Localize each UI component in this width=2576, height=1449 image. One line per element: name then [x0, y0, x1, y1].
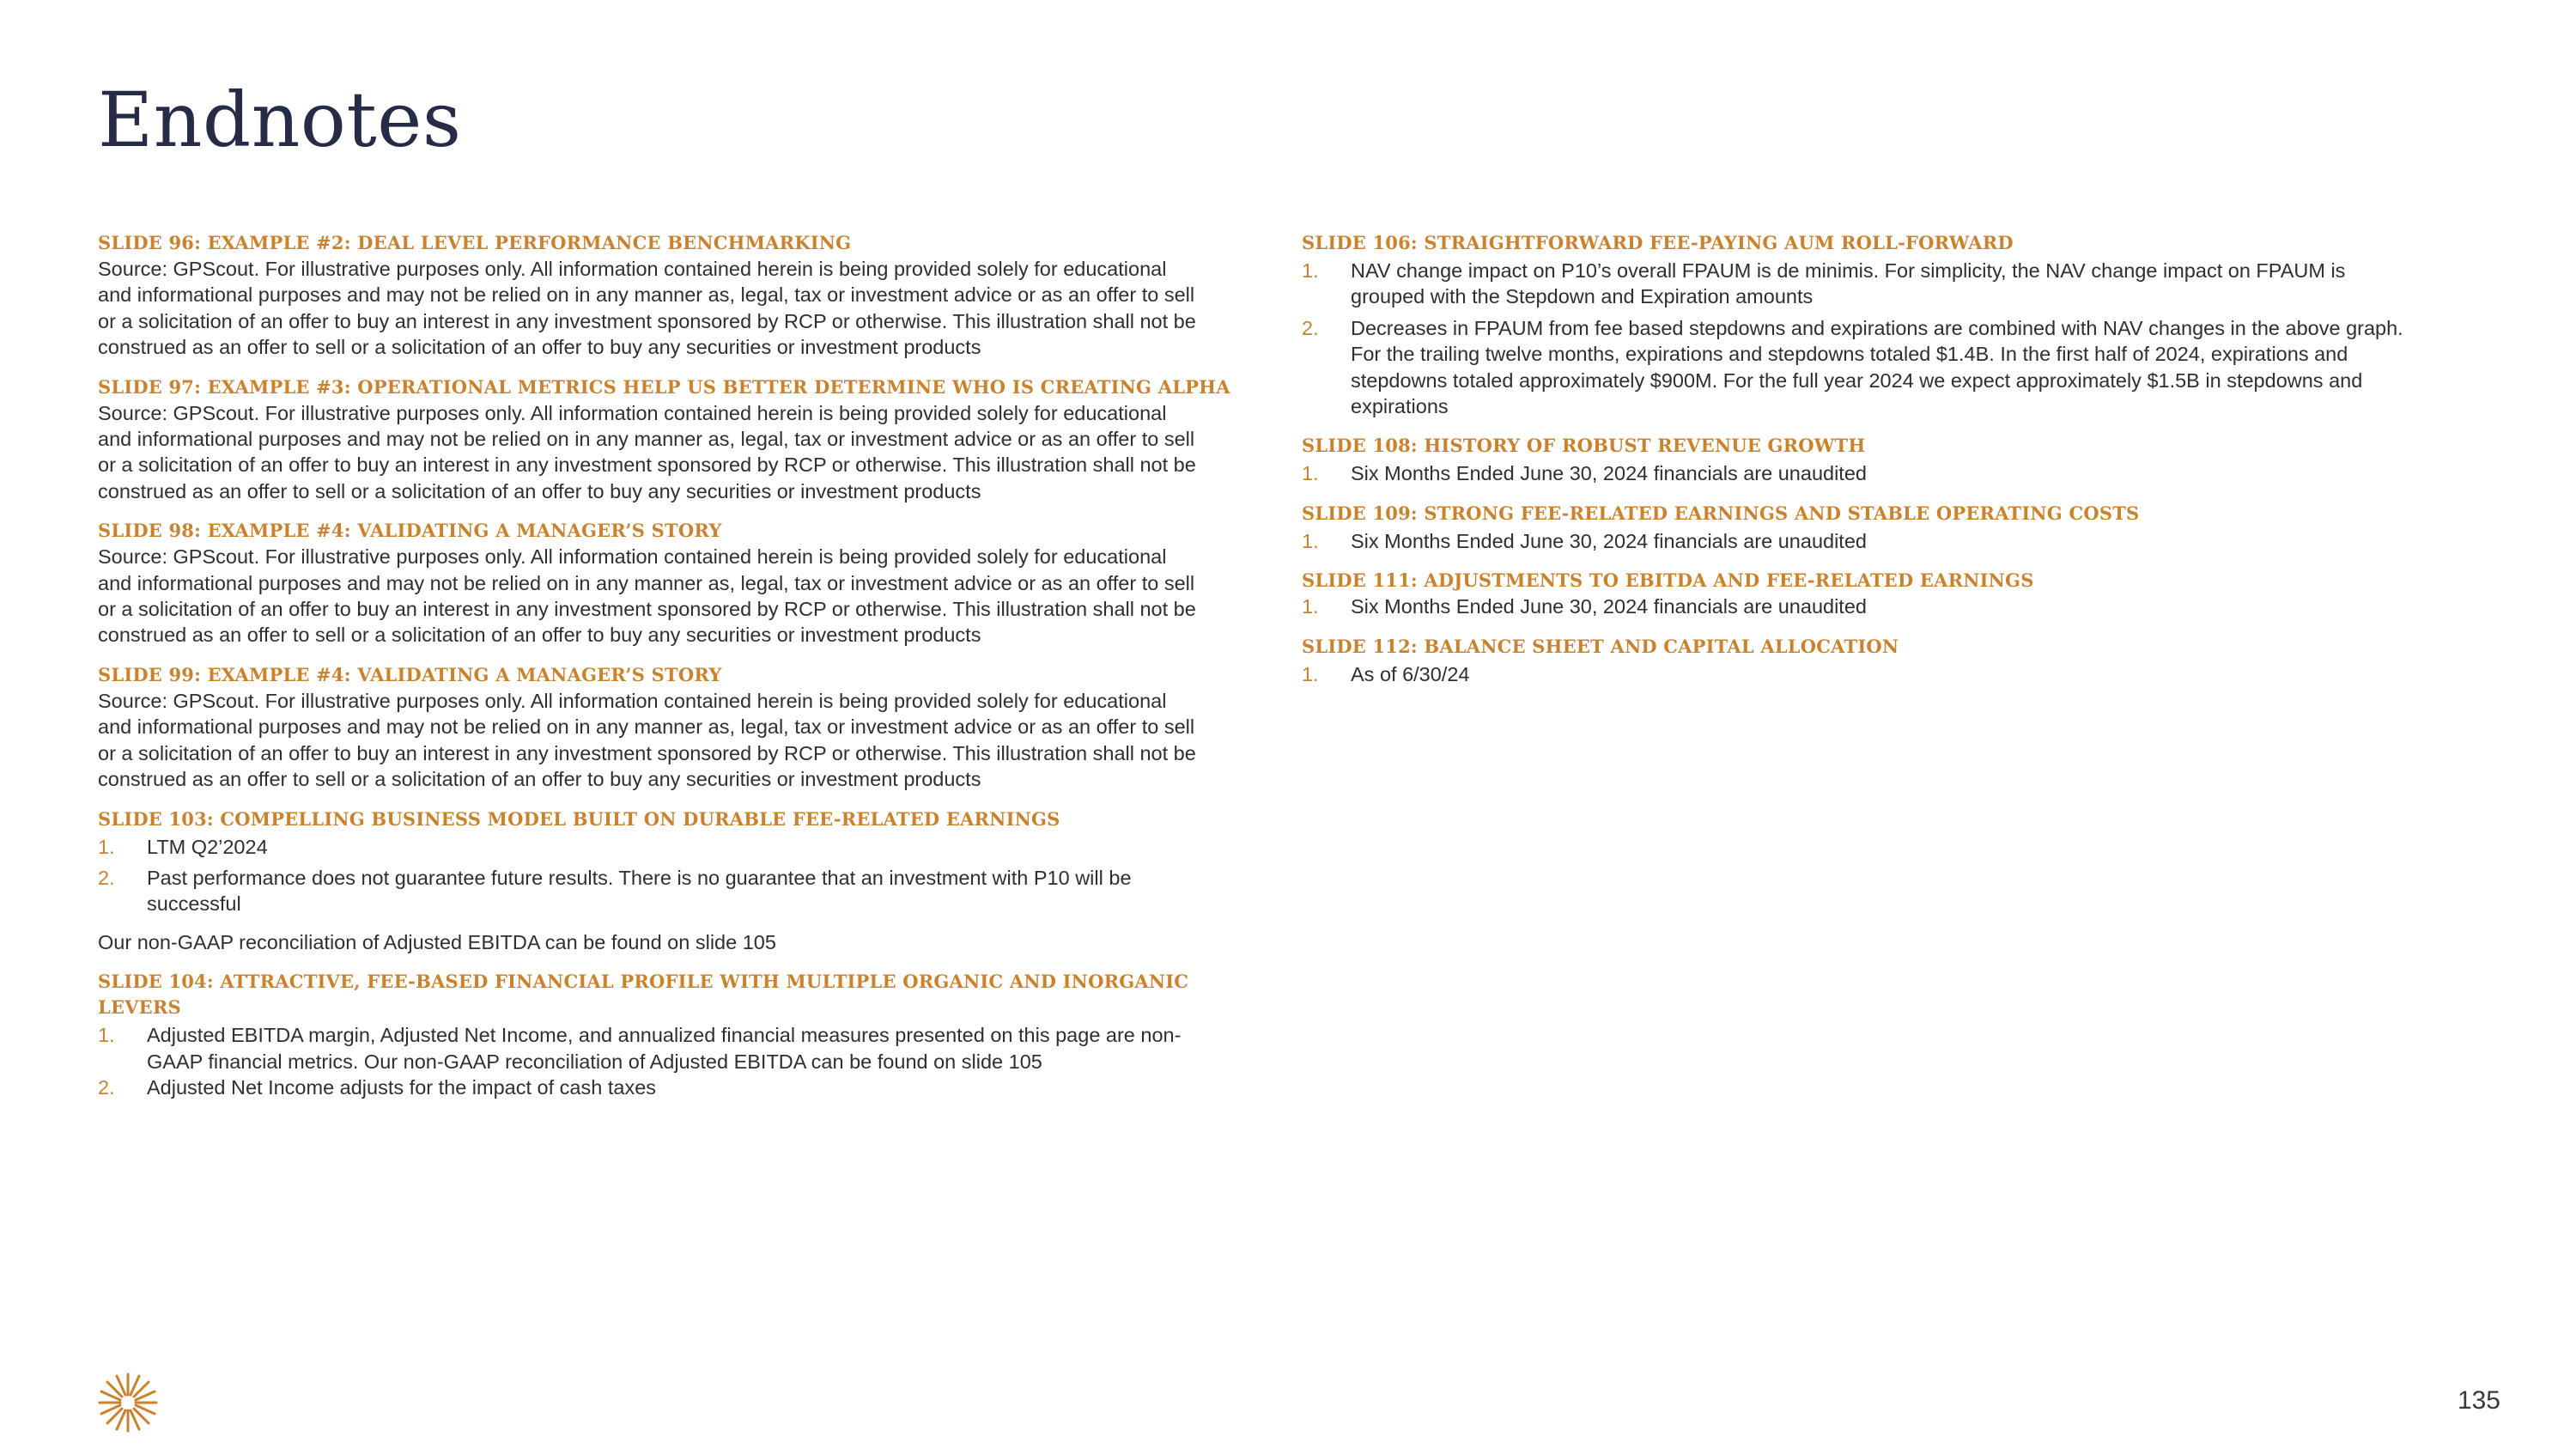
endnote-list	[1302, 460, 2452, 486]
endnote-slide-99	[98, 662, 1249, 793]
list-number: 1.	[1302, 259, 1319, 282]
endnote-heading: SLIDE 96: EXAMPLE #2: DEAL LEVEL PERFORMANCE BENCHMARKING	[98, 232, 852, 253]
list-number: 1.	[1302, 462, 1319, 485]
list-number: 1.	[98, 835, 115, 858]
text-line: Decreases in FPAUM from fee based stepdowns and expirations are combined with NAV changes in the above graph.	[1351, 316, 2403, 339]
endnote-heading: SLIDE 109: STRONG FEE-RELATED EARNINGS AND STABLE OPERATING COSTS	[1302, 502, 2140, 524]
endnote-note: Our non-GAAP reconciliation of Adjusted EBITDA can be found on slide 105	[98, 930, 776, 953]
text-line: Six Months Ended June 30, 2024 financials are unaudited	[1351, 462, 1867, 485]
endnote-heading: SLIDE 111: ADJUSTMENTS TO EBITDA AND FEE-RELATED EARNINGS	[1302, 569, 2034, 592]
list-number: 1.	[1302, 595, 1319, 618]
endnote-slide-108	[1302, 433, 2452, 486]
endnote-heading: SLIDE 104: ATTRACTIVE, FEE-BASED FINANCIAL PROFILE WITH MULTIPLE ORGANIC AND INORGANIC LEVERS	[98, 971, 1189, 1019]
endnote-slide-112	[1302, 634, 2452, 687]
list-number: 1.	[1302, 662, 1319, 685]
text-line: LTM Q2’2024	[147, 835, 268, 858]
text-line: stepdowns totaled approximately $900M. For the full year 2024 we expect approximately $1.5B in stepdowns and	[1351, 368, 2363, 392]
endnote-text	[98, 688, 1249, 793]
list-number: 2.	[98, 1075, 115, 1099]
text-line: grouped with the Stepdown and Expiration amounts	[1351, 285, 1814, 308]
text-line: Past performance does not guarantee future results. There is no guarantee that an investment with P10 will be	[147, 866, 1132, 889]
endnote-slide-111	[1302, 568, 2452, 619]
text-line: For the trailing twelve months, expirations and stepdowns totaled $1.4B. In the first half of 2024, expirations and	[1351, 343, 2348, 366]
endnote-slide-98	[98, 518, 1249, 648]
text-line: Adjusted EBITDA margin, Adjusted Net Income, and annualized financial measures presented on this page are non-	[147, 1024, 1182, 1047]
endnote-slide-96	[98, 230, 1249, 361]
text-line: Six Months Ended June 30, 2024 financials are unaudited	[1351, 595, 1867, 618]
text-line: Adjusted Net Income adjusts for the impact of cash taxes	[147, 1075, 657, 1099]
text-line: or a solicitation of an offer to buy an interest in any investment sponsored by RCP or otherwise. This illustration shall not be	[98, 741, 1196, 764]
endnote-list	[98, 1022, 1249, 1100]
endnote-heading: SLIDE 108: HISTORY OF ROBUST REVENUE GROWTH	[1302, 435, 1866, 457]
text-line: As of 6/30/24	[1351, 662, 1470, 685]
text-line: and informational purposes and may not be relied on in any manner as, legal, tax or investment advice or as an offer to sell	[98, 571, 1195, 594]
endnote-list	[1302, 258, 2452, 419]
text-line: or a solicitation of an offer to buy an interest in any investment sponsored by RCP or otherwise. This illustration shall not be	[98, 454, 1196, 477]
endnote-slide-104	[98, 969, 1249, 1100]
endnotes-left-column	[98, 230, 1249, 1114]
endnote-text	[98, 544, 1249, 648]
endnote-heading: SLIDE 99: EXAMPLE #4: VALIDATING A MANAGER’S STORY	[98, 663, 722, 685]
list-number: 2.	[1302, 316, 1319, 339]
endnote-heading: SLIDE 106: STRAIGHTFORWARD FEE-PAYING AUM ROLL-FORWARD	[1302, 232, 2014, 253]
text-line: and informational purposes and may not be relied on in any manner as, legal, tax or investment advice or as an offer to sell	[98, 428, 1195, 451]
endnote-heading: SLIDE 98: EXAMPLE #4: VALIDATING A MANAGER’S STORY	[98, 520, 722, 542]
endnote-slide-106	[1302, 230, 2452, 419]
starburst-logo-icon	[96, 1371, 160, 1434]
text-line: Source: GPScout. For illustrative purposes only. All information contained herein is being provided solely for educational	[98, 689, 1167, 712]
text-line: expirations	[1351, 395, 1449, 418]
endnote-list	[1302, 594, 2452, 619]
endnote-list	[1302, 528, 2452, 554]
endnote-slide-109	[1302, 501, 2452, 554]
endnote-list	[1302, 661, 2452, 687]
list-number: 1.	[98, 1024, 115, 1047]
text-line: successful	[147, 892, 241, 916]
endnote-text	[98, 256, 1249, 361]
text-line: construed as an offer to sell or a solicitation of an offer to buy any securities or investment products	[98, 624, 981, 647]
page-number: 135	[2457, 1386, 2500, 1415]
list-number: 1.	[1302, 529, 1319, 552]
list-item	[98, 834, 1249, 860]
list-item	[1302, 315, 2452, 420]
list-item	[1302, 528, 2452, 554]
text-line: or a solicitation of an offer to buy an interest in any investment sponsored by RCP or otherwise. This illustration shall not be	[98, 309, 1196, 332]
text-line: and informational purposes and may not be relied on in any manner as, legal, tax or investment advice or as an offer to sell	[98, 283, 1195, 307]
endnote-heading: SLIDE 97: EXAMPLE #3: OPERATIONAL METRICS HELP US BETTER DETERMINE WHO IS CREATING ALPHA	[98, 375, 1230, 398]
endnote-text	[98, 400, 1249, 505]
text-line: and informational purposes and may not be relied on in any manner as, legal, tax or investment advice or as an offer to sell	[98, 715, 1195, 739]
text-line: construed as an offer to sell or a solicitation of an offer to buy any securities or investment products	[98, 336, 981, 359]
page-title: Endnotes	[98, 76, 462, 164]
endnotes-right-column	[1302, 230, 2452, 701]
list-item	[1302, 594, 2452, 619]
text-line: Source: GPScout. For illustrative purposes only. All information contained herein is being provided solely for educational	[98, 545, 1167, 569]
endnote-heading: SLIDE 112: BALANCE SHEET AND CAPITAL ALLOCATION	[1302, 635, 1899, 657]
text-line: Source: GPScout. For illustrative purposes only. All information contained herein is being provided solely for educational	[98, 401, 1167, 424]
list-item	[1302, 661, 2452, 687]
text-line: or a solicitation of an offer to buy an interest in any investment sponsored by RCP or otherwise. This illustration shall not be	[98, 598, 1196, 621]
text-line: Source: GPScout. For illustrative purposes only. All information contained herein is being provided solely for educational	[98, 258, 1167, 280]
text-line: NAV change impact on P10’s overall FPAUM is de minimis. For simplicity, the NAV change impact on FPAUM is	[1351, 259, 2346, 282]
text-line: Six Months Ended June 30, 2024 financials are unaudited	[1351, 529, 1867, 552]
text-line: construed as an offer to sell or a solicitation of an offer to buy any securities or investment products	[98, 768, 981, 791]
list-item	[1302, 258, 2452, 310]
list-item	[98, 1022, 1249, 1075]
list-item	[98, 1075, 1249, 1100]
list-item	[98, 865, 1249, 917]
text-line: construed as an offer to sell or a solicitation of an offer to buy any securities or investment products	[98, 479, 981, 502]
list-item	[1302, 460, 2452, 486]
text-line: GAAP financial metrics. Our non-GAAP reconciliation of Adjusted EBITDA can be found on slide 105	[147, 1050, 1042, 1073]
endnote-slide-103	[98, 807, 1249, 956]
endnote-heading: SLIDE 103: COMPELLING BUSINESS MODEL BUILT ON DURABLE FEE-RELATED EARNINGS	[98, 807, 1060, 830]
endnote-slide-97	[98, 374, 1249, 505]
endnote-list	[98, 834, 1249, 917]
list-number: 2.	[98, 866, 115, 889]
